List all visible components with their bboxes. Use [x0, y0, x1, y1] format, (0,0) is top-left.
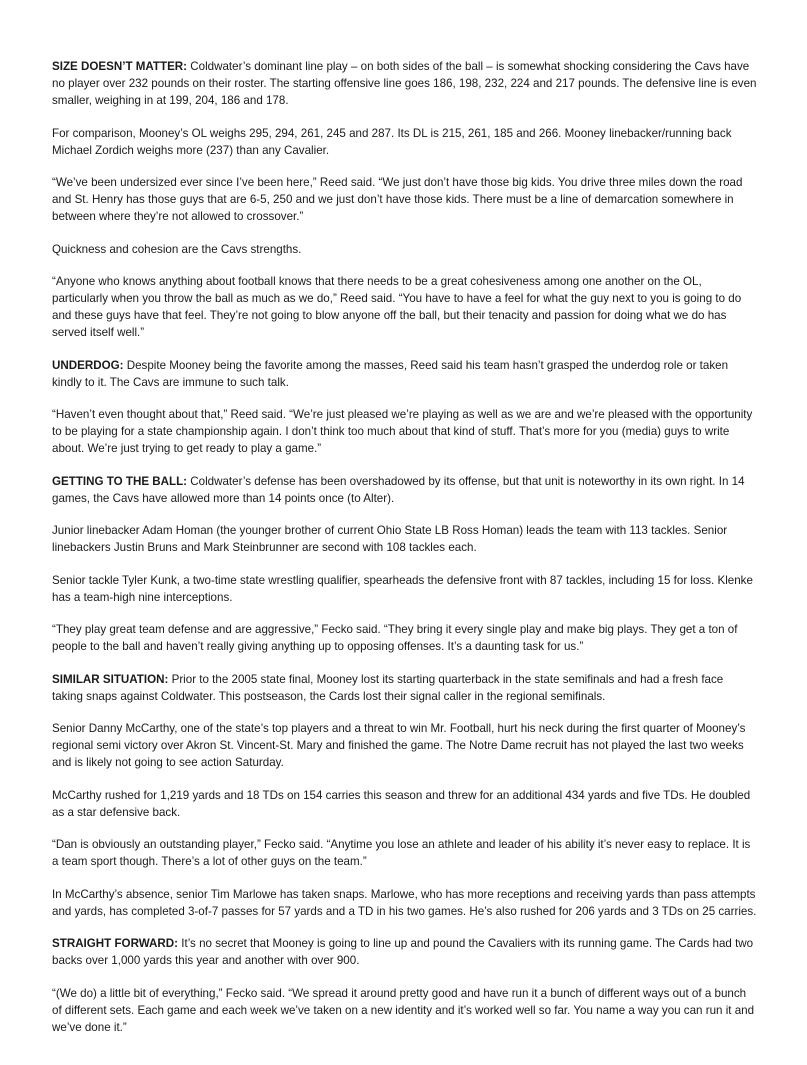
paragraph-text: For comparison, Mooney’s OL weighs 295, 294, 261, 245 and 287. Its DL is 215, 261, 185 and 266. Mooney linebacker/running back Michael Zordich weighs more (237) than any Cavalier.: [52, 126, 732, 157]
paragraph-text: Junior linebacker Adam Homan (the younger brother of current Ohio State LB Ross Homan) leads the team with 113 tackles. Senior linebackers Justin Bruns and Mark Steinbrunner are second with 108 tackles each.: [52, 524, 728, 554]
paragraph-getting-to-the-ball: [52, 473, 757, 507]
article-body: [52, 58, 757, 1051]
paragraph-mccarthy-stats: [52, 787, 757, 821]
paragraph-homan: [52, 522, 757, 556]
section-heading-underdog: UNDERDOG:: [52, 358, 124, 372]
paragraph-comparison: [52, 125, 757, 159]
paragraph-kunk: [52, 572, 757, 606]
paragraph-text: “Haven’t even thought about that,” Reed said. “We’re just pleased we’re playing as well as we are and we’re pleased with the opportunity to be playing for a state championship again. I don’t think too much about that kind of stuff. That’s more for you (media) guys to write about. We’re just trying to get ready to play a game.”: [52, 408, 753, 455]
paragraph-team-defense-quote: [52, 621, 757, 655]
paragraph-undersized-quote: [52, 174, 757, 225]
paragraph-text: “(We do) a little bit of everything,” Fecko said. “We spread it around pretty good and have run it a bunch of different ways out of a bunch of different sets. Each game and each week we’ve taken on a new identity and it’s worked well so far. You name a way you can run it and we’ve done it.”: [52, 986, 755, 1034]
paragraph-text: “They play great team defense and are aggressive,” Fecko said. “They bring it every single play and make big plays. They get a ton of people to the ball and haven’t really giving anything up to opposing offenses. It’s a daunting task for us.”: [52, 623, 738, 653]
paragraph-text: Despite Mooney being the favorite among the masses, Reed said his team hasn’t grasped the underdog role or taken kindly to it. The Cavs are immune to such talk.: [52, 358, 729, 389]
paragraph-dan-quote: [52, 836, 757, 870]
paragraph-mccarthy-injury: [52, 720, 757, 771]
paragraph-havent-thought-quote: [52, 406, 757, 457]
paragraph-similar-situation: [52, 671, 757, 705]
paragraph-size-doesnt-matter: [52, 58, 757, 109]
paragraph-text: It’s no secret that Mooney is going to line up and pound the Cavaliers with its running game. The Cards had two backs over 1,000 yards this year and another with over 900.: [52, 937, 754, 967]
paragraph-straight-forward: [52, 935, 757, 969]
paragraph-text: Quickness and cohesion are the Cavs strengths.: [52, 242, 302, 256]
paragraph-text: Senior tackle Tyler Kunk, a two-time state wrestling qualifier, spearheads the defensive front with 87 tackles, including 15 for loss. Klenke has a team-high nine interceptions.: [52, 573, 753, 604]
paragraph-text: “We’ve been undersized ever since I’ve been here,” Reed said. “We just don’t have those big kids. You drive three miles down the road and St. Henry has those guys that are 6-5, 250 and we just don’t have those kids. There must be a line of demarcation somewhere in between where they’re not allowed to crossover.”: [52, 176, 743, 223]
section-heading-size-doesnt-matter: SIZE DOESN’T MATTER:: [52, 60, 188, 73]
paragraph-quickness: [52, 241, 757, 258]
paragraph-text: Coldwater’s dominant line play – on both sides of the ball – is somewhat shocking considering the Cavs have no player over 232 pounds on their roster. The starting offensive line goes 186, 198, 232, 224 and 217 pounds. The defensive line is even smaller, weighing in at 199, 204, 186 and 178.: [52, 60, 757, 107]
paragraph-text: Senior Danny McCarthy, one of the state’s top players and a threat to win Mr. Football, hurt his neck during the first quarter of Mooney’s regional semi victory over Akron St. Vincent-St. Mary and finished the game. The Notre Dame recruit has not played the last two weeks and is likely not going to see action Saturday.: [52, 722, 746, 769]
paragraph-we-do-quote: [52, 985, 757, 1036]
paragraph-cohesiveness-quote: [52, 273, 757, 341]
paragraph-text: Prior to the 2005 state final, Mooney lost its starting quarterback in the state semifinals and had a fresh face taking snaps against Coldwater. This postseason, the Cards lost their signal caller in the regional semifinals.: [52, 672, 724, 703]
paragraph-text: Coldwater’s defense has been overshadowed by its offense, but that unit is noteworthy in its own right. In 14 games, the Cavs have allowed more than 14 points once (to Alter).: [52, 474, 745, 505]
paragraph-text: “Anyone who knows anything about football knows that there needs to be a great cohesiveness among one another on the OL, particularly when you throw the ball as much as we do,” Reed said. “You have to have a feel for what the guy next to you is going to do and these guys have that feel. They’re not going to blow anyone off the ball, but their tenacity and passion for doing what we do has served itself well.”: [52, 275, 742, 339]
section-heading-straight-forward: STRAIGHT FORWARD:: [52, 937, 179, 950]
section-heading-similar-situation: SIMILAR SITUATION:: [52, 672, 169, 686]
section-heading-getting-to-the-ball: GETTING TO THE BALL:: [52, 474, 188, 488]
paragraph-text: “Dan is obviously an outstanding player,” Fecko said. “Anytime you lose an athlete and leader of his ability it’s never easy to replace. It is a team sport though. There’s a lot of other guys on the team.”: [52, 838, 751, 868]
paragraph-text: McCarthy rushed for 1,219 yards and 18 TDs on 154 carries this season and threw for an additional 434 yards and five TDs. He doubled as a star defensive back.: [52, 788, 751, 819]
paragraph-underdog: [52, 357, 757, 391]
paragraph-text: In McCarthy’s absence, senior Tim Marlowe has taken snaps. Marlowe, who has more receptions and receiving yards than pass attempts and yards, has completed 3-of-7 passes for 57 yards and a TD in his two games. He’s also rushed for 206 yards and 3 TDs on 25 carries.: [52, 887, 757, 918]
paragraph-marlowe: [52, 886, 757, 920]
